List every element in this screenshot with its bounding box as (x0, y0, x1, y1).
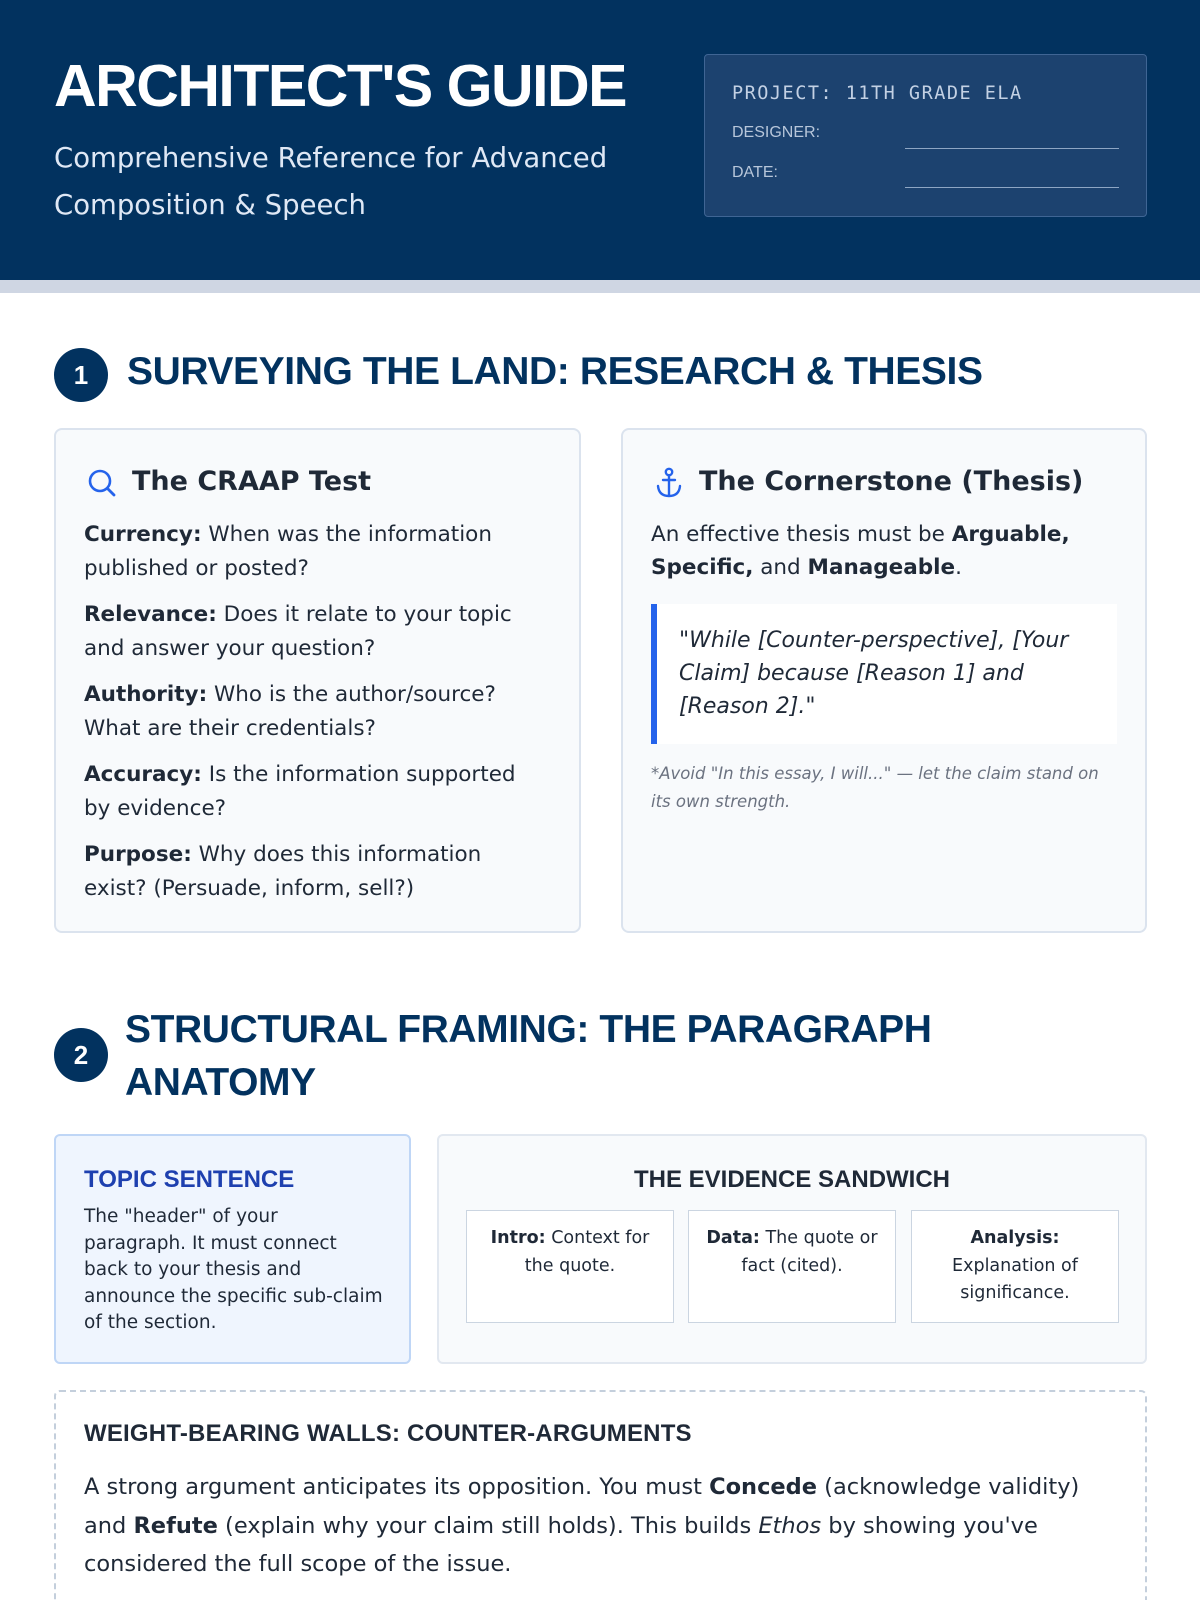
project-label: PROJECT: 11TH GRADE ELA (732, 83, 1023, 104)
section-title: SURVEYING THE LAND: RESEARCH & THESIS (127, 350, 983, 393)
search-icon (86, 466, 118, 500)
sandwich-layer: Analysis: Explanation of significance. (911, 1210, 1119, 1323)
card-title: The Cornerstone (Thesis) (699, 466, 1084, 497)
topic-sentence-card (54, 1134, 411, 1364)
document-title: ARCHITECT'S GUIDE (54, 53, 626, 119)
document-subtitle: Comprehensive Reference for Advanced Composition & Speech (54, 142, 608, 221)
section-title: STRUCTURAL FRAMING: THE PARAGRAPH ANATOMY (125, 1008, 932, 1104)
thesis-template-text: "While [Counter-perspective], [Your Claim] because [Reason 1] and [Reason 2]." (679, 628, 1069, 719)
list-item: Accuracy: Is the information supported by evidence? (84, 762, 516, 821)
counter-arguments-box (54, 1390, 1147, 1600)
card-body: The "header" of your paragraph. It must connect back to your thesis and announce the specific sub-claim of the section. (84, 1206, 383, 1333)
header-banner (0, 0, 1200, 280)
date-field[interactable] (905, 187, 1119, 188)
thesis-tip: *Avoid "In this essay, I will..." — let the claim stand on its own strength. (651, 764, 1099, 811)
sandwich-layer: Intro: Context for the quote. (466, 1210, 674, 1323)
list-item: Purpose: Why does this information exist? (Persuade, inform, sell?) (84, 842, 482, 901)
header-divider (0, 280, 1200, 293)
card-title: The CRAAP Test (132, 466, 372, 497)
thesis-template-quote (651, 604, 1117, 744)
card-title: TOPIC SENTENCE (84, 1166, 295, 1193)
evidence-sandwich-card (437, 1134, 1147, 1364)
anchor-icon (653, 466, 685, 500)
project-info-box (704, 54, 1147, 217)
section-number-badge: 2 (54, 1028, 108, 1082)
thesis-requirements: An effective thesis must be Arguable, Specific, and Manageable. (651, 522, 1070, 580)
date-label: DATE: (732, 164, 778, 181)
box-title: WEIGHT-BEARING WALLS: COUNTER-ARGUMENTS (84, 1420, 692, 1447)
list-item: Currency: When was the information published or posted? (84, 522, 492, 581)
section-number-badge: 1 (54, 348, 108, 402)
list-item: Relevance: Does it relate to your topic and answer your question? (84, 602, 512, 661)
craap-test-card (54, 428, 581, 933)
designer-label: DESIGNER: (732, 124, 821, 141)
box-body: A strong argument anticipates its opposition. You must Concede (acknowledge validity) and Refute (explain why your claim still holds). This builds Ethos by showing you've considered the full scope of the issue. (84, 1474, 1080, 1577)
list-item: Authority: Who is the author/source? What are their credentials? (84, 682, 496, 741)
thesis-card (621, 428, 1147, 933)
designer-field[interactable] (905, 148, 1119, 149)
card-title: THE EVIDENCE SANDWICH (633, 1166, 951, 1193)
sandwich-layer: Data: The quote or fact (cited). (688, 1210, 896, 1323)
